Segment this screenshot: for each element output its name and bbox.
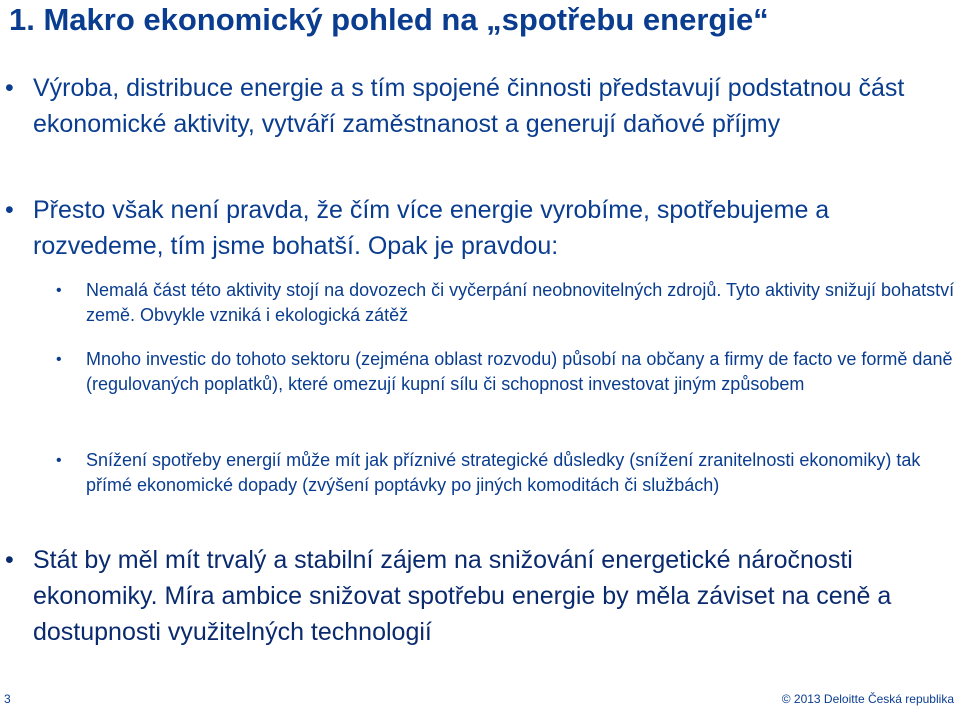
subbullet-3	[56, 448, 956, 498]
bullet-2	[5, 192, 933, 264]
subbullet-text: Mnoho investic do tohoto sektoru (zejména oblast rozvodu) působí na občany a firmy de facto ve formě daně (regulovaných poplatků), které omezují kupní sílu či schopnost investovat jiným způsobem	[86, 349, 953, 394]
subbullet-2	[56, 347, 956, 397]
bullet-marker: •	[5, 546, 14, 574]
subbullet-marker: •	[56, 351, 62, 368]
subbullet-text: Nemalá část této aktivity stojí na dovozech či vyčerpání neobnovitelných zdrojů. Tyto aktivity snižují bohatství země. Obvykle vzniká i ekologická zátěž	[86, 280, 955, 325]
subbullet-marker: •	[56, 282, 62, 299]
subbullet-1	[56, 278, 956, 328]
subbullet-text: Snížení spotřeby energií může mít jak příznivé strategické důsledky (snížení zranitelnosti ekonomiky) tak přímé ekonomické dopady (zvýšení poptávky po jiných komoditách či službách)	[86, 450, 921, 495]
bullet-text: Stát by měl mít trvalý a stabilní zájem na snižování energetické náročnosti ekonomiky. Míra ambice snižovat spotřebu energie by měla záviset na ceně a dostupnosti využitelných technologií	[33, 546, 892, 646]
bullet-text: Přesto však není pravda, že čím více energie vyrobíme, spotřebujeme a rozvedeme, tím jsme bohatší. Opak je pravdou:	[33, 196, 830, 260]
bullet-text: Výroba, distribuce energie a s tím spojené činnosti představují podstatnou část ekonomické aktivity, vytváří zaměstnanost a generují daňové příjmy	[33, 74, 905, 138]
copyright-notice: © 2013 Deloitte Česká republika	[781, 692, 954, 706]
page-number: 3	[4, 692, 11, 706]
slide-title: 1. Makro ekonomický pohled na „spotřebu energie“	[9, 2, 769, 37]
bullet-1	[5, 70, 933, 142]
bullet-marker: •	[5, 196, 14, 224]
subbullet-marker: •	[56, 452, 62, 469]
bullet-marker: •	[5, 74, 14, 102]
bullet-3	[5, 542, 933, 650]
